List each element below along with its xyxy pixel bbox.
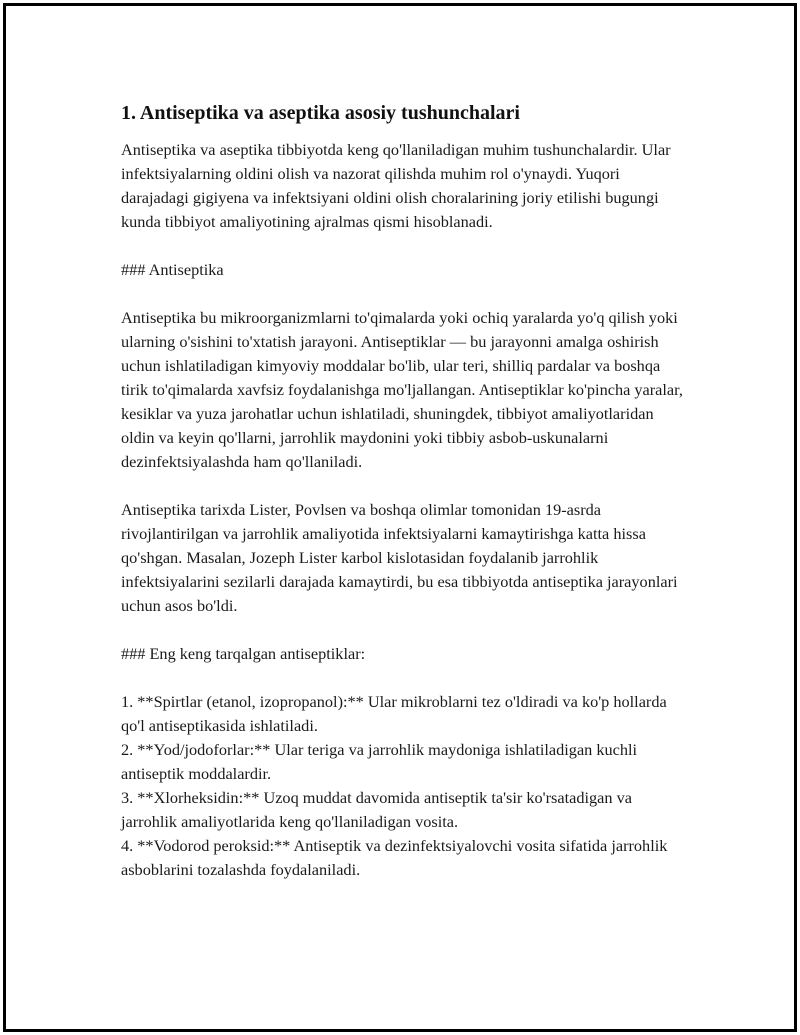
list-item: 2. **Yod/jodoforlar:** Ular teriga va jarrohlik maydoniga ishlatiladigan kuchli antiseptik moddalardir.	[121, 740, 638, 783]
antiseptika-paragraph-1: Antiseptika bu mikroorganizmlarni to'qimalarda yoki ochiq yaralarda yo'q qilish yoki ularning o'sishini to'xtatish jarayoni. Antiseptiklar — bu jarayonni amalga oshirish uchun ishlatiladigan kimyoviy moddalar bo'lib, ular teri, shilliq pardalar va boshqa tirik to'qimalarda xavfsiz foydalanishga mo'ljallangan. Antiseptiklar ko'pincha yaralar, kesiklar va yuza jarohatlar uchun ishlatiladi, shuningdek, tibbiyot amaliyotlaridan oldin va keyin qo'llarni, jarrohlik maydonini yoki tibbiy asbob-uskunalarni dezinfektsiyalashda ham qo'llaniladi.	[121, 308, 683, 471]
document-body	[121, 100, 691, 882]
list-item: 3. **Xlorheksidin:** Uzoq muddat davomida antiseptik ta'sir ko'rsatadigan va jarrohlik amaliyotlarida keng qo'llaniladigan vosita.	[121, 788, 632, 831]
intro-paragraph: Antiseptika va aseptika tibbiyotda keng qo'llaniladigan muhim tushunchalardir. Ular infektsiyalarning oldini olish va nazorat qilishda muhim rol o'ynaydi. Yuqori darajadagi gigiyena va infektsiyani oldini olish choralarining joriy etilishi bugungi kunda tibbiyot amaliyotining ajralmas qismi hisoblanadi.	[121, 140, 671, 231]
section-heading-antiseptika: ### Antiseptika	[121, 260, 224, 279]
document-title: 1. Antiseptika va aseptika asosiy tushunchalari	[121, 102, 520, 124]
list-item: 1. **Spirtlar (etanol, izopropanol):** Ular mikroblarni tez o'ldiradi va ko'p hollarda qo'l antiseptikasida ishlatiladi.	[121, 692, 667, 735]
list-item: 4. **Vodorod peroksid:** Antiseptik va dezinfektsiyalovchi vosita sifatida jarrohlik asboblarini tozalashda foydalaniladi.	[121, 836, 668, 879]
antiseptika-paragraph-2: Antiseptika tarixda Lister, Povlsen va boshqa olimlar tomonidan 19-asrda rivojlantirilgan va jarrohlik amaliyotida infektsiyalarni kamaytirishga katta hissa qo'shgan. Masalan, Jozeph Lister karbol kislotasidan foydalanib jarrohlik infektsiyalarini sezilarli darajada kamaytirdi, bu esa tibbiyotda antiseptika jarayonlari uchun asos bo'ldi.	[121, 500, 678, 615]
list-heading: ### Eng keng tarqalgan antiseptiklar:	[121, 644, 366, 663]
antiseptic-list	[121, 690, 691, 882]
page-frame	[3, 3, 797, 1032]
